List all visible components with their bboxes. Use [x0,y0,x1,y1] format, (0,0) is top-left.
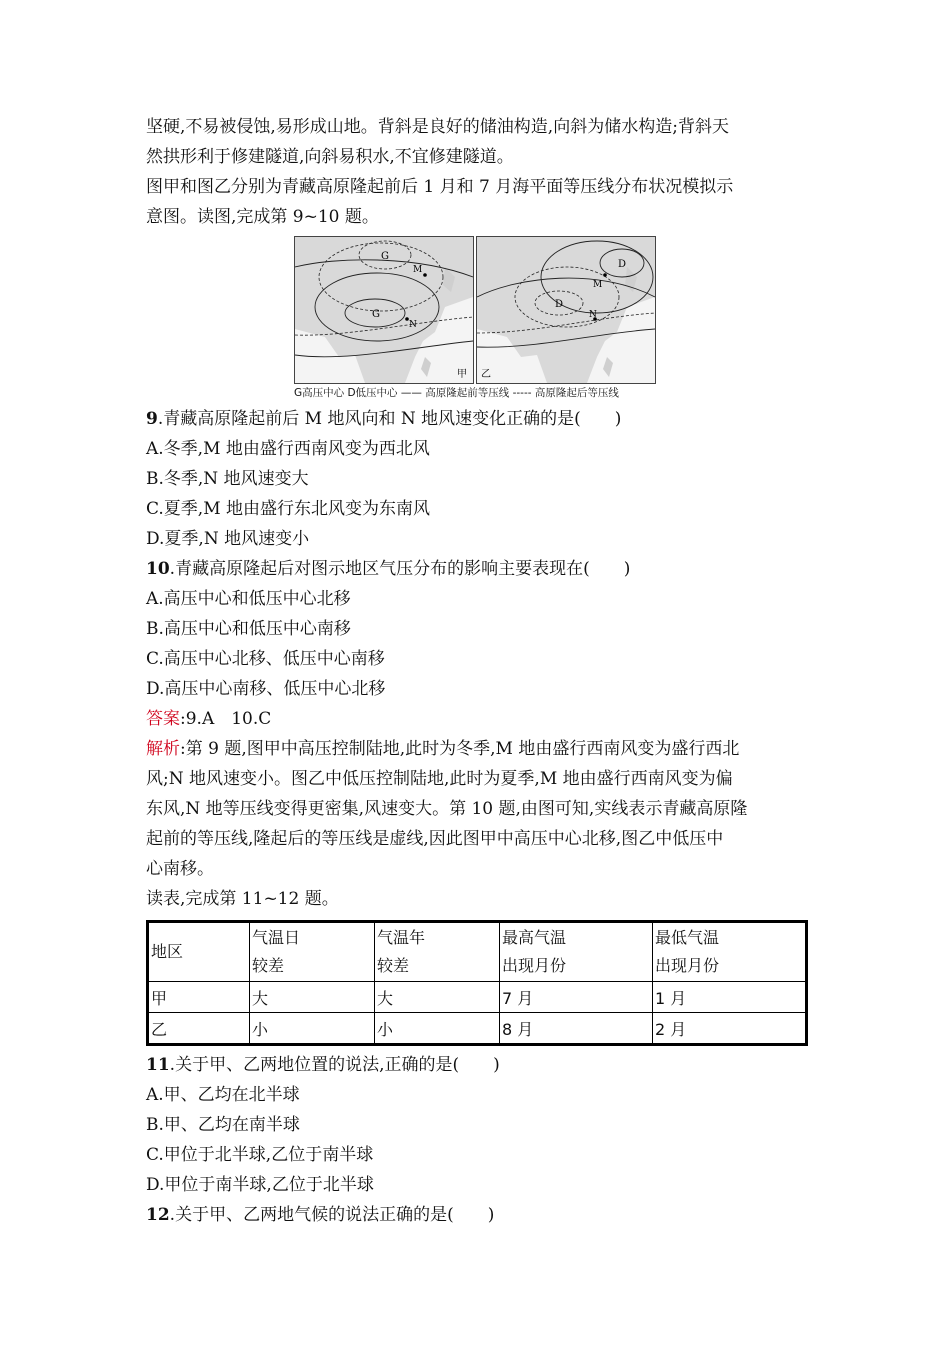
label-n: N [409,320,417,330]
question-10 [146,554,814,584]
analysis-text: :第 9 题,图甲中高压控制陆地,此时为冬季,M 地由盛行西南风变为盛行西北 [180,739,740,759]
option: D.甲位于南半球,乙位于北半球 [146,1175,374,1195]
table-header-cell: 最高气温 出现月份 [500,922,653,982]
table-cell: 大 [375,982,500,1013]
table-header-cell: 最低气温 出现月份 [653,922,807,982]
landmass [477,237,655,383]
option: D.高压中心南移、低压中心北移 [146,679,386,699]
option: B.高压中心和低压中心南移 [146,619,351,639]
island [603,357,613,377]
table-intro: 读表,完成第 11~12 题。 [146,889,339,909]
option: A.甲、乙均在北半球 [146,1085,300,1105]
option: A.高压中心和低压中心北移 [146,589,351,609]
map-label-jia: 甲 [457,369,467,380]
question-11 [146,1050,814,1080]
question-9 [146,404,814,434]
question-number: 10 [146,559,170,579]
question-number: 12 [146,1205,170,1225]
analysis-line: 风;N 地风速变小。图乙中低压控制陆地,此时为夏季,M 地由盛行西南风变为偏 [146,769,733,789]
point-m [423,273,427,277]
map-jia [294,236,474,384]
table-header-cell: 气温年 较差 [375,922,500,982]
option: B.冬季,N 地风速变大 [146,469,309,489]
label-g-center: G [372,309,380,320]
table-cell: 大 [250,982,375,1013]
island [421,357,431,377]
question-12 [146,1200,814,1230]
table-cell: 甲 [148,982,250,1013]
label-m: M [413,265,423,275]
map-label-yi: 乙 [481,369,491,380]
label-d-center: D [555,299,564,310]
option: C.夏季,M 地由盛行东北风变为东南风 [146,499,431,519]
question-stem: .关于甲、乙两地气候的说法正确的是( ) [169,1205,495,1225]
map-legend: G高压中心 D低压中心 —— 高原隆起前等压线 ----- 高原隆起后等压线 [294,387,619,399]
document-page [146,112,814,1230]
label-g-top: G [381,251,389,262]
analysis-line: 心南移。 [146,859,214,879]
table-cell: 小 [375,1013,500,1045]
map-jia-drawing [295,237,473,383]
table-row [148,982,807,1013]
intro-line: 图甲和图乙分别为青藏高原隆起前后 1 月和 7 月海平面等压线分布状况模拟示 [146,177,734,197]
climate-table [146,920,808,1046]
table-header-cell: 气温日 较差 [250,922,375,982]
intro-line: 然拱形利于修建隧道,向斜易积水,不宜修建隧道。 [146,147,514,167]
table-cell: 小 [250,1013,375,1045]
table-cell: 2 月 [653,1013,807,1045]
table-row [148,1013,807,1045]
table-header-row [148,922,807,982]
analysis-line: 东风,N 地等压线变得更密集,风速变大。第 10 题,由图可知,实线表示青藏高原隆 [146,799,748,819]
question-stem: .青藏高原隆起前后 M 地风向和 N 地风速变化正确的是( ) [157,409,622,429]
analysis-line [146,734,814,764]
option: A.冬季,M 地由盛行西南风变为西北风 [146,439,430,459]
option: D.夏季,N 地风速变小 [146,529,310,549]
table-cell: 乙 [148,1013,250,1045]
analysis-label: 解析 [146,739,180,759]
answer-line [146,704,814,734]
option: C.甲位于北半球,乙位于南半球 [146,1145,374,1165]
option: B.甲、乙均在南半球 [146,1115,300,1135]
analysis-line: 起前的等压线,隆起后的等压线是虚线,因此图甲中高压中心北移,图乙中低压中 [146,829,724,849]
table-header-cell: 地区 [148,922,250,982]
pressure-map-figure [146,236,814,404]
question-stem: .青藏高原隆起后对图示地区气压分布的影响主要表现在( ) [169,559,631,579]
question-number: 9 [146,409,158,429]
table-cell: 7 月 [500,982,653,1013]
option: C.高压中心北移、低压中心南移 [146,649,385,669]
table-cell: 1 月 [653,982,807,1013]
map-yi-drawing [477,237,655,383]
answer-text: :9.A 10.C [180,709,272,729]
point-m [603,273,607,277]
question-stem: .关于甲、乙两地位置的说法,正确的是( ) [169,1055,500,1075]
intro-line: 意图。读图,完成第 9~10 题。 [146,207,379,227]
map-yi [476,236,656,384]
intro-line: 坚硬,不易被侵蚀,易形成山地。背斜是良好的储油构造,向斜为储水构造;背斜天 [146,117,729,137]
label-d-top: D [618,259,627,270]
answer-label: 答案 [146,709,180,729]
table-cell: 8 月 [500,1013,653,1045]
label-n: N [589,310,597,320]
label-m: M [593,280,603,290]
question-number: 11 [146,1055,170,1075]
